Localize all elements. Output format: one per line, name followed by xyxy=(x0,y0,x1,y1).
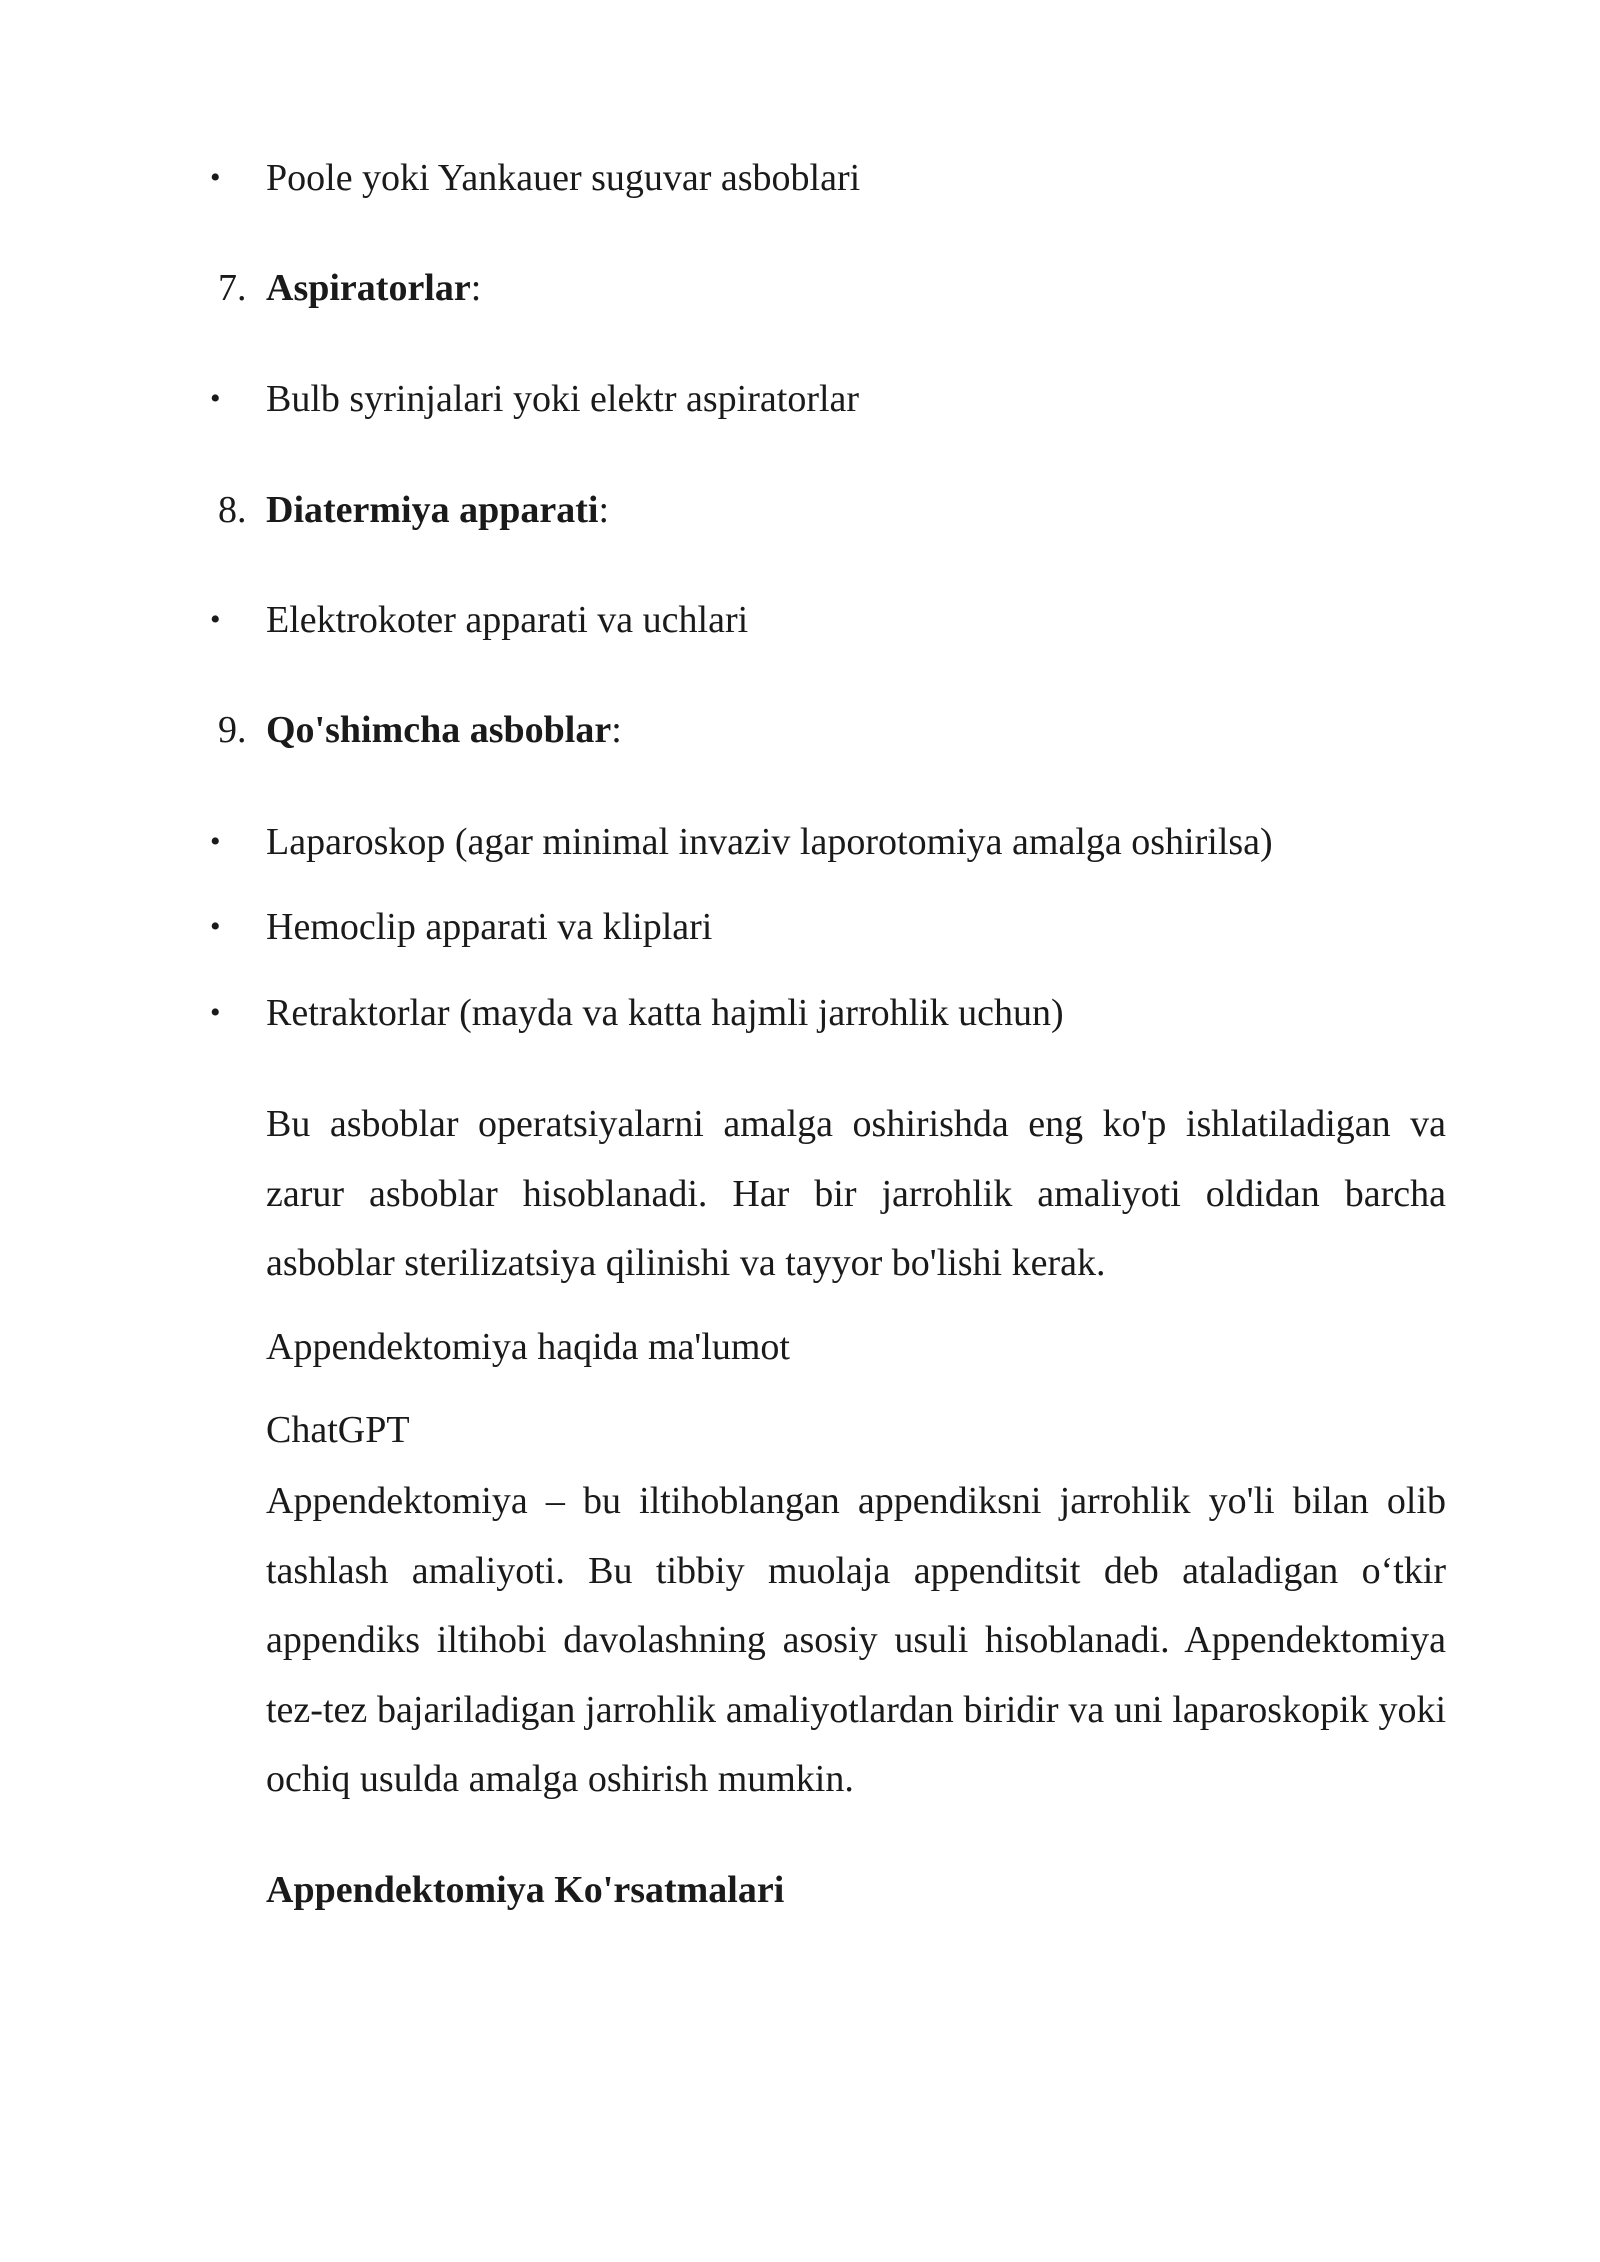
list-item-text: Laparoskop (agar minimal invaziv laporotomiya amalga oshirilsa) xyxy=(266,821,1273,863)
numbered-item-text xyxy=(266,704,622,756)
numbered-item-title: Qo'shimcha asboblar xyxy=(266,709,612,751)
list-item-text: Poole yoki Yankauer suguvar asboblari xyxy=(266,157,861,199)
paragraph-asboblar: Bu asboblar operatsiyalarni amalga oshirishda eng ko'p ishlatiladigan va zarur asboblar hisoblanadi. Har bir jarrohlik amaliyoti oldidan barcha asboblar sterilizatsiya qilinishi va tayyor bo'lishi kerak. xyxy=(266,1103,1446,1284)
list-item-text: Elektrokoter apparati va uchlari xyxy=(266,599,749,641)
list-item-text: Hemoclip apparati va kliplari xyxy=(266,906,713,948)
paragraph-appendektomiya: Appendektomiya – bu iltihoblangan appendiksni jarrohlik yo'li bilan olib tashlash amaliyoti. Bu tibbiy muolaja appenditsit deb ataladigan o‘tkir appendiks iltihobi davolashning asosiy usuli hisoblanadi. Appendektomiya tez-tez bajariladigan jarrohlik amaliyotlardan biridir va uni laparoskopik yoki ochiq usulda amalga oshirish mumkin. xyxy=(266,1480,1446,1800)
list-number: 8. xyxy=(218,489,247,531)
bullet-marker: • xyxy=(210,603,221,636)
bullet-marker: • xyxy=(210,825,221,858)
info-line: Appendektomiya haqida ma'lumot xyxy=(266,1326,790,1368)
source-label: ChatGPT xyxy=(266,1409,410,1451)
bullet-marker: • xyxy=(210,161,221,194)
list-item-text: Bulb syrinjalari yoki elektr aspiratorlar xyxy=(266,378,860,420)
numbered-item-title: Aspiratorlar xyxy=(266,267,471,309)
numbered-item-text xyxy=(266,484,609,536)
bullet-marker: • xyxy=(210,996,221,1029)
section-heading: Appendektomiya Ko'rsatmalari xyxy=(266,1869,785,1911)
numbered-item-text xyxy=(266,262,481,314)
numbered-item-suffix: : xyxy=(470,267,482,309)
list-number: 9. xyxy=(218,709,247,751)
bullet-marker: • xyxy=(210,910,221,943)
numbered-item-suffix: : xyxy=(598,489,610,531)
bullet-marker: • xyxy=(210,382,221,415)
list-number: 7. xyxy=(218,267,247,309)
numbered-item-suffix: : xyxy=(611,709,622,751)
list-item-text: Retraktorlar (mayda va katta hajmli jarrohlik uchun) xyxy=(266,992,1064,1034)
numbered-item-title: Diatermiya apparati xyxy=(266,489,599,531)
